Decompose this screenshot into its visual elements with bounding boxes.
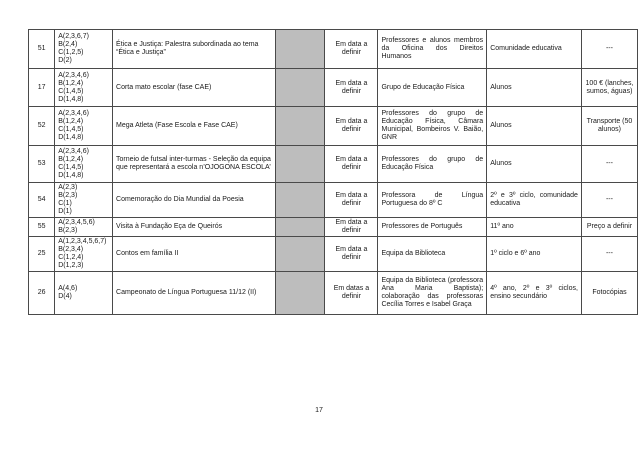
- activity-cell: Torneio de futsal inter-turmas - Seleção da equipa que representará a escola n’OJOGONA ESCOLA’: [113, 146, 276, 183]
- cost-cell: Transporte (50 alunos): [581, 107, 637, 146]
- date-cell: Em data a definir: [325, 218, 378, 237]
- objective-line: B(1,2,4): [58, 79, 84, 87]
- objective-line: C(1,2,4): [58, 254, 84, 261]
- responsible-cell: Professora de Língua Portuguesa do 8º C: [378, 183, 487, 218]
- activities-table: [28, 29, 638, 315]
- target-public-cell: 2º e 3º ciclo, comunidade educativa: [487, 183, 582, 218]
- objective-line: C(1,2,5): [58, 49, 84, 56]
- shaded-cell: [275, 107, 325, 146]
- shaded-cell: [275, 237, 325, 272]
- cost-cell: ---: [581, 30, 637, 69]
- activity-number-cell: 53: [29, 146, 55, 183]
- shaded-cell: [275, 69, 325, 107]
- cost-cell: ---: [581, 237, 637, 272]
- activity-cell: Campeonato de Língua Portuguesa 11/12 (II): [113, 272, 276, 315]
- objectives-cell: [55, 183, 113, 218]
- cost-cell: Preço a definir: [581, 218, 637, 237]
- responsible-cell: Professores e alunos membros da Oficina dos Direitos Humanos: [378, 30, 487, 69]
- cost-cell: ---: [581, 146, 637, 183]
- cost-cell: ---: [581, 183, 637, 218]
- activity-number-cell: 55: [29, 218, 55, 237]
- activity-cell: Corta mato escolar (fase CAE): [113, 69, 276, 107]
- objective-line: B(2,3): [58, 227, 78, 234]
- objectives-cell: [55, 69, 113, 107]
- table-row: [29, 69, 638, 107]
- page-number: 17: [315, 407, 323, 414]
- objective-line: D(1,4,8): [58, 95, 84, 103]
- table-row: [29, 183, 638, 218]
- activity-number-cell: 25: [29, 237, 55, 272]
- objective-line: C(1,4,5): [58, 126, 84, 133]
- activity-cell: Contos em família II: [113, 237, 276, 272]
- activity-number-cell: 54: [29, 183, 55, 218]
- objective-line: B(2,4): [58, 41, 78, 48]
- shaded-cell: [275, 183, 325, 218]
- responsible-cell: Professores de Português: [378, 218, 487, 237]
- target-public-cell: 4º ano, 2º e 3º ciclos, ensino secundário: [487, 272, 582, 315]
- objective-line: B(2,3,4): [58, 246, 84, 253]
- objective-line: A(4,6): [58, 285, 78, 292]
- activity-number-cell: 52: [29, 107, 55, 146]
- objective-line: D(2): [58, 57, 72, 64]
- date-cell: Em datas a definir: [325, 272, 378, 315]
- objective-line: A(2,3,4,5,6): [58, 219, 95, 226]
- date-cell: Em data a definir: [325, 237, 378, 272]
- date-cell: Em data a definir: [325, 146, 378, 183]
- cost-cell: 100 € (lanches, sumos, águas): [581, 69, 637, 107]
- date-cell: Em data a definir: [325, 107, 378, 146]
- objective-line: B(1,2,4): [58, 118, 84, 125]
- date-cell: Em data a definir: [325, 183, 378, 218]
- objective-line: A(2,3): [58, 184, 78, 191]
- activity-number-cell: 51: [29, 30, 55, 69]
- objective-line: A(2,3,6,7): [58, 33, 89, 40]
- shaded-cell: [275, 272, 325, 315]
- shaded-cell: [275, 146, 325, 183]
- table-row: [29, 237, 638, 272]
- objective-line: D(1,4,8): [58, 172, 84, 179]
- objectives-cell: [55, 107, 113, 146]
- activity-cell: Ética e Justiça: Palestra subordinada ao tema “Ética e Justiça”: [113, 30, 276, 69]
- activity-cell: Mega Atleta (Fase Escola e Fase CAE): [113, 107, 276, 146]
- responsible-cell: Equipa da Biblioteca: [378, 237, 487, 272]
- table-row: [29, 218, 638, 237]
- responsible-cell: Grupo de Educação Física: [378, 69, 487, 107]
- table-row: [29, 107, 638, 146]
- shaded-cell: [275, 30, 325, 69]
- target-public-cell: Alunos: [487, 146, 582, 183]
- target-public-cell: 11º ano: [487, 218, 582, 237]
- objective-line: B(1,2,4): [58, 156, 84, 163]
- table-row: [29, 30, 638, 69]
- responsible-cell: Professores do grupo de Educação Física, Câmara Municipal, Bombeiros V. Baião, GNR: [378, 107, 487, 146]
- objective-line: D(1): [58, 208, 72, 215]
- shaded-cell: [275, 218, 325, 237]
- objective-line: D(4): [58, 293, 72, 300]
- table-row: [29, 146, 638, 183]
- table-body: [29, 30, 638, 315]
- target-public-cell: Alunos: [487, 69, 582, 107]
- cost-cell: Fotocópias: [581, 272, 637, 315]
- objective-line: C(1): [58, 200, 72, 207]
- activity-number-cell: 26: [29, 272, 55, 315]
- target-public-cell: Alunos: [487, 107, 582, 146]
- objective-line: D(1,2,3): [58, 262, 84, 269]
- date-cell: Em data a definir: [325, 69, 378, 107]
- objective-line: A(1,2,3,4,5,6,7): [58, 238, 107, 245]
- target-public-cell: Comunidade educativa: [487, 30, 582, 69]
- target-public-cell: 1º ciclo e 6º ano: [487, 237, 582, 272]
- date-cell: Em data a definir: [325, 30, 378, 69]
- objective-line: C(1,4,5): [58, 164, 84, 171]
- objectives-cell: [55, 237, 113, 272]
- responsible-cell: Professores do grupo de Educação Física: [378, 146, 487, 183]
- objectives-cell: [55, 30, 113, 69]
- activity-cell: Comemoração do Dia Mundial da Poesia: [113, 183, 276, 218]
- objective-line: D(1,4,8): [58, 134, 84, 141]
- objectives-cell: [55, 146, 113, 183]
- objectives-cell: [55, 218, 113, 237]
- objective-line: B(2,3): [58, 192, 78, 199]
- objective-line: A(2,3,4,6): [58, 148, 89, 155]
- responsible-cell: Equipa da Biblioteca (professora Ana Maria Baptista); colaboração das professoras Cecília Torres e Isabel Graça: [378, 272, 487, 315]
- objective-line: A(2,3,4,6): [58, 110, 89, 117]
- activity-cell: Visita à Fundação Eça de Queirós: [113, 218, 276, 237]
- activity-number-cell: 17: [29, 69, 55, 107]
- objective-line: C(1,4,5): [58, 87, 84, 95]
- objective-line: A(2,3,4,6): [58, 71, 89, 79]
- table-row: [29, 272, 638, 315]
- objectives-cell: [55, 272, 113, 315]
